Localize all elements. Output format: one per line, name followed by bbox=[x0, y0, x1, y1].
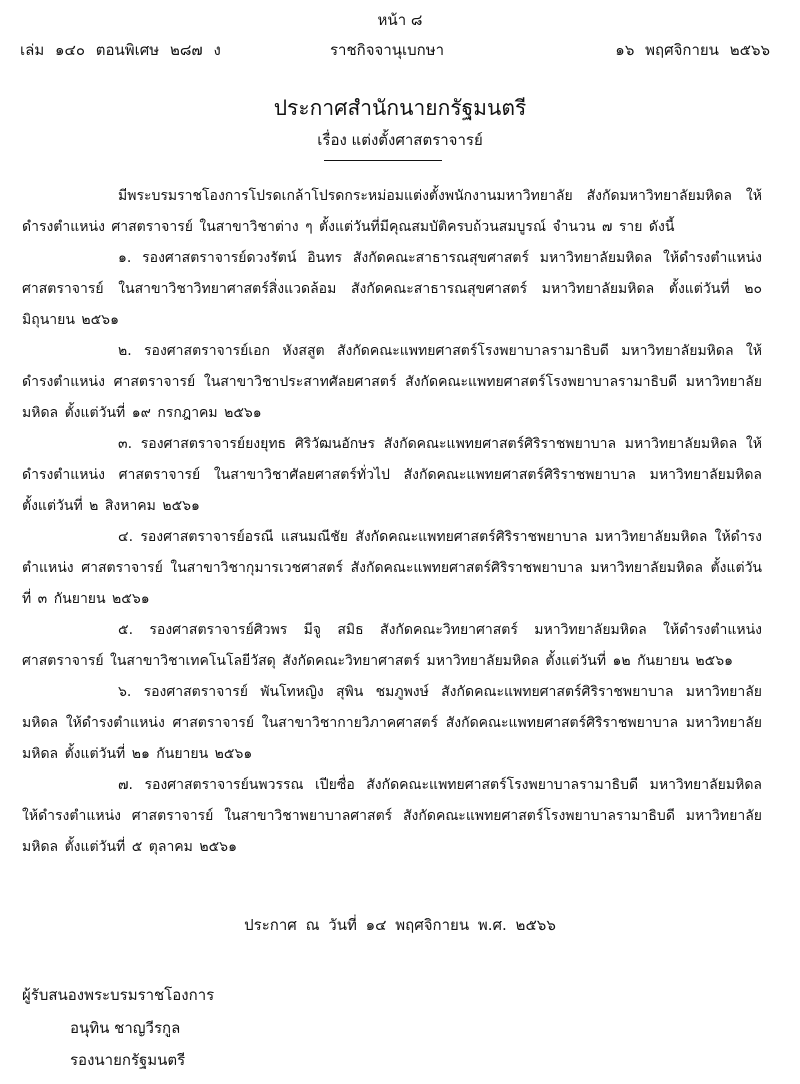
countersign-label: ผู้รับสนองพระบรมราชโองการ bbox=[22, 986, 215, 1004]
appointment-item: ๔. รองศาสตราจารย์อรณี แสนมณีชัย สังกัดคณะแพทยศาสตร์ศิริราชพยาบาล มหาวิทยาลัยมหิดล ให้ดำรงตำแหน่ง ศาสตราจารย์ ในสาขาวิชากุมารเวชศาสตร์ สังกัดคณะแพทยศาสตร์ศิริราชพยาบาล มหาวิทยาลัยมหิดล ตั้งแต่วันที่ ๓ กันยายน ๒๕๖๑ bbox=[22, 529, 762, 607]
title-divider bbox=[324, 160, 442, 161]
appointment-item: ๒. รองศาสตราจารย์เอก หังสสูต สังกัดคณะแพทยศาสตร์โรงพยาบาลรามาธิบดี มหาวิทยาลัยมหิดล ให้ดำรงตำแหน่ง ศาสตราจารย์ ในสาขาวิชาประสาทศัลยศาสตร์ สังกัดคณะแพทยศาสตร์โรงพยาบาลรามาธิบดี มหาวิทยาลัยมหิดล ตั้งแต่วันที่ ๑๙ กรกฎาคม ๒๕๖๑ bbox=[22, 343, 762, 421]
signatory-name: อนุทิน ชาญวีรกูล bbox=[70, 1019, 181, 1037]
announcement-body bbox=[22, 181, 762, 863]
gazette-name: ราชกิจจานุเบกษา bbox=[330, 41, 445, 59]
publication-date: ๑๖ พฤศจิกายน ๒๕๖๖ bbox=[615, 41, 770, 59]
appointment-item: ๕. รองศาสตราจารย์ศิวพร มีจู สมิธ สังกัดคณะวิทยาศาสตร์ มหาวิทยาลัยมหิดล ให้ดำรงตำแหน่ง ศาสตราจารย์ ในสาขาวิชาเทคโนโลยีวัสดุ สังกัดคณะวิทยาศาสตร์ มหาวิทยาลัยมหิดล ตั้งแต่วันที่ ๑๒ กันยายน ๒๕๖๑ bbox=[22, 622, 762, 669]
appointment-item: ๓. รองศาสตราจารย์ยงยุทธ ศิริวัฒนอักษร สังกัดคณะแพทยศาสตร์ศิริราชพยาบาล มหาวิทยาลัยมหิดล ให้ดำรงตำแหน่ง ศาสตราจารย์ ในสาขาวิชาศัลยศาสตร์ทั่วไป สังกัดคณะแพทยศาสตร์ศิริราชพยาบาล มหาวิทยาลัยมหิดล ตั้งแต่วันที่ ๒ สิงหาคม ๒๕๖๑ bbox=[22, 436, 762, 514]
announcement-title: ประกาศสำนักนายกรัฐมนตรี bbox=[273, 96, 527, 120]
volume-issue: เล่ม ๑๔๐ ตอนพิเศษ ๒๘๗ ง bbox=[20, 41, 221, 59]
appointment-item: ๑. รองศาสตราจารย์ดวงรัตน์ อินทร สังกัดคณะสาธารณสุขศาสตร์ มหาวิทยาลัยมหิดล ให้ดำรงตำแหน่ง ศาสตราจารย์ ในสาขาวิชาวิทยาศาสตร์สิ่งแวดล้อม สังกัดคณะสาธารณสุขศาสตร์ มหาวิทยาลัยมหิดล ตั้งแต่วันที่ ๒๐ มิถุนายน ๒๕๖๑ bbox=[22, 250, 762, 328]
intro-paragraph: มีพระบรมราชโองการโปรดเกล้าโปรดกระหม่อมแต่งตั้งพนักงานมหาวิทยาลัย สังกัดมหาวิทยาลัยมหิดล ให้ดำรงตำแหน่ง ศาสตราจารย์ ในสาขาวิชาต่าง ๆ ตั้งแต่วันที่มีคุณสมบัติครบถ้วนสมบูรณ์ จำนวน ๗ ราย ดังนี้ bbox=[22, 188, 762, 235]
announcement-subject: เรื่อง แต่งตั้งศาสตราจารย์ bbox=[317, 131, 483, 149]
signatory-position: รองนายกรัฐมนตรี bbox=[70, 1051, 186, 1069]
announcement-date: ประกาศ ณ วันที่ ๑๔ พฤศจิกายน พ.ศ. ๒๕๖๖ bbox=[244, 916, 556, 934]
appointment-item: ๗. รองศาสตราจารย์นพวรรณ เปียซื่อ สังกัดคณะแพทยศาสตร์โรงพยาบาลรามาธิบดี มหาวิทยาลัยมหิดล ให้ดำรงตำแหน่ง ศาสตราจารย์ ในสาขาวิชาพยาบาลศาสตร์ สังกัดคณะแพทยศาสตร์โรงพยาบาลรามาธิบดี มหาวิทยาลัยมหิดล ตั้งแต่วันที่ ๕ ตุลาคม ๒๕๖๑ bbox=[22, 777, 762, 855]
page-number: หน้า ๘ bbox=[377, 11, 423, 29]
appointment-item: ๖. รองศาสตราจารย์ พันโทหญิง สุพิน ชมภูพงษ์ สังกัดคณะแพทยศาสตร์ศิริราชพยาบาล มหาวิทยาลัยมหิดล ให้ดำรงตำแหน่ง ศาสตราจารย์ ในสาขาวิชากายวิภาคศาสตร์ สังกัดคณะแพทยศาสตร์ศิริราชพยาบาล มหาวิทยาลัยมหิดล ตั้งแต่วันที่ ๒๑ กันยายน ๒๕๖๑ bbox=[22, 684, 762, 762]
